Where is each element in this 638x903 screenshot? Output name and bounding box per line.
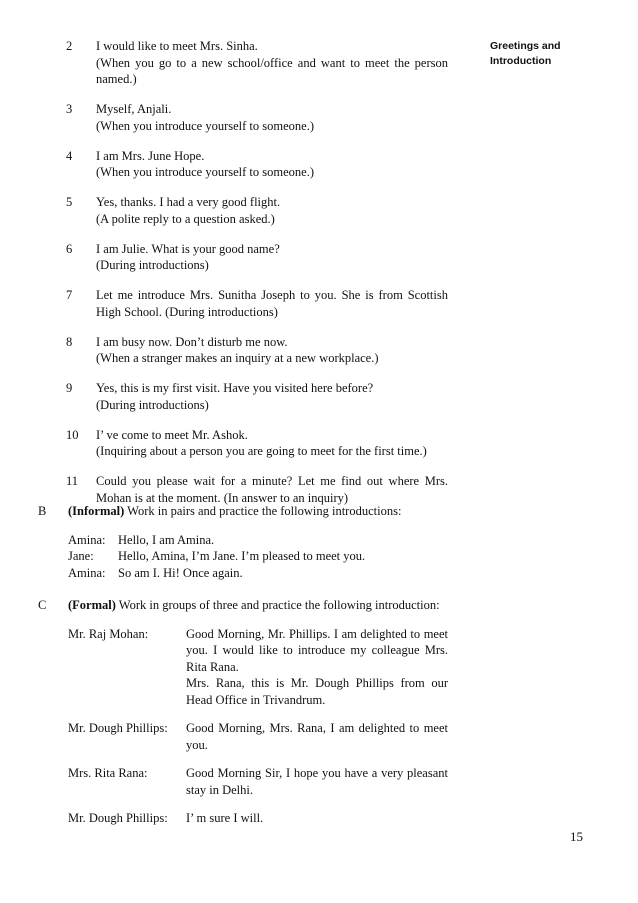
list-item [66, 194, 448, 227]
dialog-text: Good Morning, Mrs. Rana, I am delighted to meet you. [186, 721, 448, 752]
dialog-block [68, 532, 448, 582]
dialog-line [68, 565, 448, 582]
item-sentence: I am Julie. What is your good name? [96, 241, 280, 256]
item-context: (When you introduce yourself to someone.) [96, 118, 314, 133]
dialog-text: I’ m sure I will. [186, 811, 264, 825]
item-number: 11 [66, 474, 79, 488]
speaker-name: Amina: [68, 565, 106, 580]
item-number: 7 [66, 288, 73, 302]
item-context: (Inquiring about a person you are going to meet for the first time.) [96, 444, 427, 458]
speaker-name: Jane: [68, 549, 94, 563]
item-sentence: Yes, thanks. I had a very good flight. [96, 195, 281, 209]
item-context: (When a stranger makes an inquiry at a new workplace.) [96, 351, 379, 365]
speaker-name: Mr. Dough Phillips: [68, 811, 168, 825]
list-item [66, 148, 448, 181]
dialog-text: So am I. Hi! Once again. [118, 565, 243, 580]
item-sentence: Yes, this is my first visit. Have you visited here before? [96, 381, 374, 395]
list-item [66, 101, 448, 134]
list-item [66, 38, 448, 88]
item-number: 4 [66, 148, 73, 163]
item-number: 5 [66, 195, 73, 209]
item-sentence: Myself, Anjali. [96, 102, 172, 116]
item-context: (When you go to a new school/office and want to meet the person named.) [96, 55, 448, 86]
list-item [66, 334, 448, 367]
dialog-line [68, 626, 448, 709]
instruction-text: Work in groups of three and practice the following introduction: [115, 598, 440, 612]
section-b [38, 503, 448, 581]
list-item [66, 473, 448, 506]
item-number: 2 [66, 39, 73, 53]
speaker-name: Mr. Raj Mohan: [68, 626, 149, 641]
section-instruction [68, 503, 448, 520]
speaker-name: Mrs. Rita Rana: [68, 766, 148, 780]
section-label: (Informal) [68, 504, 125, 518]
item-sentence: I am busy now. Don’t disturb me now. [96, 334, 288, 349]
dialog-text: Hello, Amina, I’m Jane. I’m pleased to meet you. [118, 549, 366, 563]
speaker-name: Amina: [68, 532, 106, 547]
item-sentence: I would like to meet Mrs. Sinha. [96, 39, 258, 53]
item-number: 9 [66, 381, 73, 395]
instruction-text: Work in pairs and practice the following introductions: [124, 504, 402, 518]
dialog-line [68, 532, 448, 549]
item-number: 3 [66, 102, 73, 116]
section-letter: B [38, 504, 47, 518]
dialog-line [68, 548, 448, 565]
numbered-list [66, 38, 448, 520]
list-item [66, 380, 448, 413]
speaker-name: Mr. Dough Phillips: [68, 721, 168, 735]
dialog-text: Good Morning, Mr. Phillips. I am delighted to meet you. I would like to introduce my colleague Mrs. Rita Rana. [186, 626, 448, 674]
item-sentence: I am Mrs. June Hope. [96, 148, 205, 163]
item-context: (When you introduce yourself to someone.) [96, 165, 314, 179]
item-context: (During introductions) [96, 397, 209, 412]
dialog-text: Hello, I am Amina. [118, 532, 215, 547]
item-context: (During introductions) [96, 258, 209, 272]
margin-note: Greetings and Introduction [490, 40, 561, 67]
item-number: 10 [66, 427, 79, 442]
section-instruction [68, 597, 448, 614]
page-number: 15 [570, 829, 583, 844]
dialog-line [68, 765, 448, 798]
item-number: 6 [66, 241, 73, 256]
section-c [38, 597, 448, 839]
item-sentence: I’ ve come to meet Mr. Ashok. [96, 427, 248, 442]
section-letter: C [38, 598, 47, 612]
dialog-line [68, 720, 448, 753]
list-item [66, 241, 448, 274]
dialog-line [68, 810, 448, 827]
list-item [66, 287, 448, 320]
item-sentence: Could you please wait for a minute? Let me find out where Mrs. Mohan is at the moment. (In answer to an inquiry) [96, 474, 448, 505]
item-sentence: Let me introduce Mrs. Sunitha Joseph to you. She is from Scottish High School. (During introductions) [96, 288, 448, 319]
item-number: 8 [66, 334, 73, 349]
dialog-text: Good Morning Sir, I hope you have a very pleasant stay in Delhi. [186, 766, 448, 797]
list-item [66, 427, 448, 460]
item-context: (A polite reply to a question asked.) [96, 211, 275, 226]
section-label: (Formal) [68, 598, 116, 612]
dialog-text: Mrs. Rana, this is Mr. Dough Phillips from our Head Office in Trivandrum. [186, 676, 448, 707]
dialog-block [68, 626, 448, 827]
